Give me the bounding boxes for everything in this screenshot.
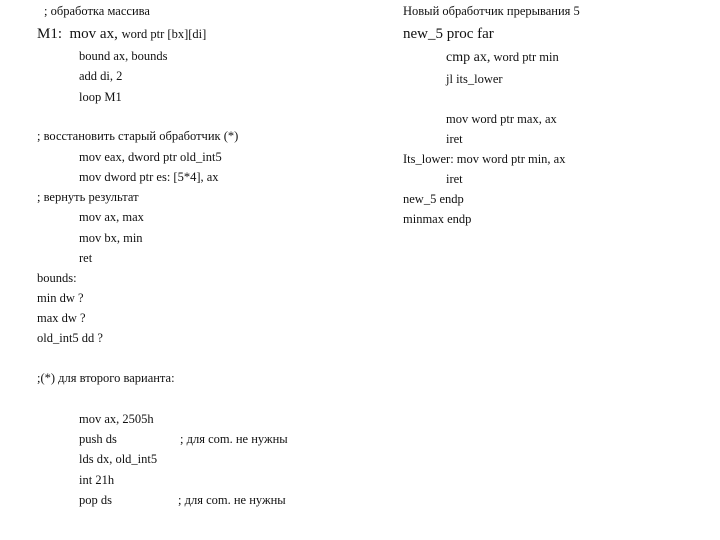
- variant-comment-push: ; для com. не нужны: [180, 432, 288, 446]
- code-line-mov-eax: mov eax, dword ptr old_int5: [79, 150, 222, 164]
- m1-operand: word ptr [bx][di]: [121, 27, 207, 41]
- variant-code-int: int 21h: [79, 473, 115, 487]
- data-label-bounds: bounds:: [37, 271, 77, 285]
- cmp-line: [446, 50, 559, 66]
- cmp-operand: word ptr min: [493, 50, 559, 64]
- right-header: Новый обработчик прерывания 5: [403, 4, 580, 18]
- data-decl-old-int5: old_int5 dd ?: [37, 331, 103, 345]
- m1-instruction: mov ax,: [69, 26, 118, 42]
- variant-comment: ;(*) для второго варианта:: [37, 371, 175, 385]
- code-line-mov-bx-min: mov bx, min: [79, 231, 143, 245]
- m1-label: M1:: [37, 26, 63, 42]
- iret-line-1: iret: [446, 132, 463, 146]
- data-decl-min: min dw ?: [37, 291, 84, 305]
- its-lower-line: Its_lower: mov word ptr min, ax: [403, 152, 566, 166]
- variant-code-mov: mov ax, 2505h: [79, 412, 154, 426]
- return-comment: ; вернуть результат: [37, 190, 139, 204]
- variant-code-lds: lds dx, old_int5: [79, 452, 158, 466]
- m1-line: [37, 26, 206, 43]
- code-line-bound: bound ax, bounds: [79, 49, 168, 63]
- mov-max-line: mov word ptr max, ax: [446, 112, 557, 126]
- iret-line-2: iret: [446, 172, 463, 186]
- data-decl-max: max dw ?: [37, 311, 86, 325]
- variant-comment-pop: ; для com. не нужны: [178, 493, 286, 507]
- variant-code-pop: pop ds: [79, 493, 112, 507]
- code-line-mov-ax-max: mov ax, max: [79, 210, 144, 224]
- code-line-loop: loop M1: [79, 90, 122, 104]
- minmax-endp-line: minmax endp: [403, 212, 472, 226]
- code-line-mov-dword: mov dword ptr es: [5*4], ax: [79, 170, 219, 184]
- proc-declaration: new_5 proc far: [403, 26, 494, 42]
- code-line-add: add di, 2: [79, 69, 123, 83]
- cmp-instruction: cmp ax,: [446, 50, 491, 65]
- code-line-ret: ret: [79, 251, 93, 265]
- new5-endp-line: new_5 endp: [403, 192, 464, 206]
- restore-comment: ; восстановить старый обработчик (*): [37, 129, 239, 143]
- jl-line: jl its_lower: [446, 72, 503, 86]
- variant-code-push: push ds: [79, 432, 117, 446]
- left-header-comment: ; обработка массива: [44, 4, 150, 18]
